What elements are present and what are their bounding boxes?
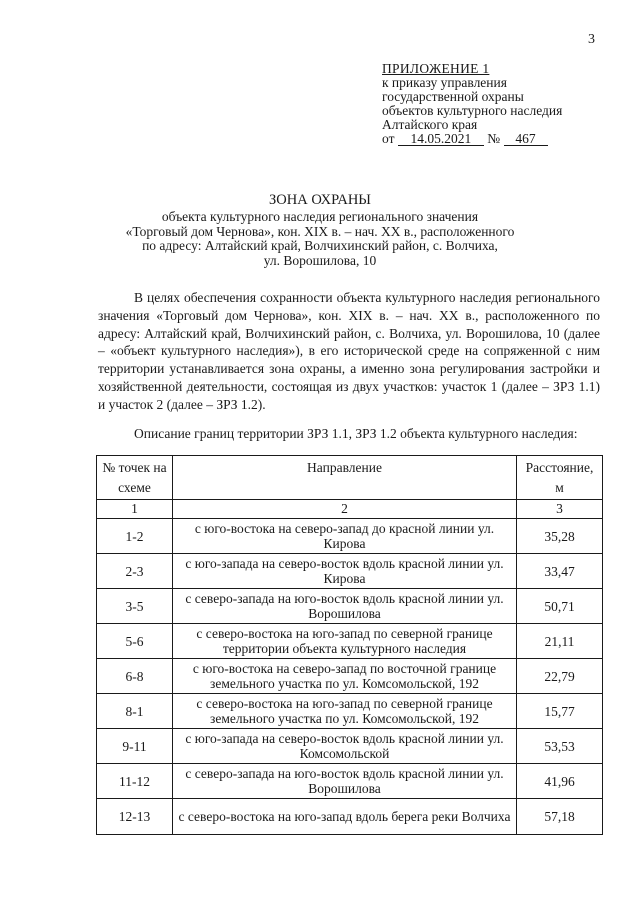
cell-distance: 35,28 (517, 519, 603, 554)
zone-subtitle (120, 210, 520, 268)
cell-direction: с северо-запада на юго-восток вдоль красной линии ул. Ворошилова (173, 589, 517, 624)
table-row (97, 624, 603, 659)
intro-paragraph (98, 289, 600, 414)
boundary-description-text: Описание границ территории ЗРЗ 1.1, ЗРЗ 1.2 объекта культурного наследия: (134, 426, 578, 441)
header-direction: Направление (173, 456, 517, 500)
table-row (97, 589, 603, 624)
cell-points: 12-13 (97, 799, 173, 835)
table-row (97, 799, 603, 835)
table-row (97, 694, 603, 729)
table-row (97, 659, 603, 694)
cell-direction: с северо-востока на юго-запад вдоль берега реки Волчиха (173, 799, 517, 835)
cell-distance: 33,47 (517, 554, 603, 589)
cell-points: 3-5 (97, 589, 173, 624)
zone-title: ЗОНА ОХРАНЫ (269, 192, 371, 208)
table-row (97, 764, 603, 799)
appendix-title: ПРИЛОЖЕНИЕ 1 (382, 61, 490, 76)
page-number: 3 (588, 32, 595, 47)
cell-points: 8-1 (97, 694, 173, 729)
cell-distance: 57,18 (517, 799, 603, 835)
column-number: 2 (173, 500, 517, 519)
boundary-table (96, 455, 603, 835)
cell-distance: 53,53 (517, 729, 603, 764)
cell-direction: с северо-запада на юго-восток вдоль красной линии ул. Ворошилова (173, 764, 517, 799)
zone-subtitle-line: ул. Ворошилова, 10 (263, 252, 377, 268)
intro-paragraph-text: В целях обеспечения сохранности объекта культурного наследия регионального значения «Торговый дом Чернова», кон. XIX в. – нач. XX в., расположенного по адресу: Алтайский край, Волчихинский район, с. Волчиха, ул. Ворошилова, 10 (далее – «объект культурного наследия»), в его исторической среде на сопряженной с ним территории устанавливается зона охраны, а именно зона регулирования застройки и хозяйственной деятельности, состоящая из двух участков: участок 1 (далее – ЗРЗ 1.1) и участок 2 (далее – ЗРЗ 1.2). (98, 290, 600, 412)
table-row (97, 729, 603, 764)
cell-distance: 21,11 (517, 624, 603, 659)
table-row (97, 554, 603, 589)
zone-subtitle-line: «Торговый дом Чернова», кон. XIX в. – нач. XX в., расположенного (125, 223, 515, 239)
cell-points: 6-8 (97, 659, 173, 694)
header-distance: Расстояние, м (517, 456, 603, 500)
boundary-description-paragraph (98, 425, 600, 443)
cell-distance: 41,96 (517, 764, 603, 799)
cell-direction: с северо-востока на юго-запад по северной границе территории объекта культурного наследия (173, 624, 517, 659)
order-date: 14.05.2021 (398, 132, 484, 146)
cell-points: 9-11 (97, 729, 173, 764)
zone-subtitle-line: объекта культурного наследия регионального значения (161, 209, 479, 224)
appendix-line: объектов культурного наследия (382, 103, 563, 118)
cell-direction: с юго-запада на северо-восток вдоль красной линии ул. Комсомольской (173, 729, 517, 764)
column-number: 3 (517, 500, 603, 519)
cell-direction: с юго-запада на северо-восток вдоль красной линии ул. Кирова (173, 554, 517, 589)
cell-points: 11-12 (97, 764, 173, 799)
cell-points: 5-6 (97, 624, 173, 659)
cell-direction: с северо-востока на юго-запад по северной границе земельного участка по ул. Комсомольской, 192 (173, 694, 517, 729)
number-label: № (487, 131, 501, 146)
cell-distance: 50,71 (517, 589, 603, 624)
from-label: от (382, 131, 395, 146)
column-number-row (97, 500, 603, 519)
cell-distance: 22,79 (517, 659, 603, 694)
column-number: 1 (97, 500, 173, 519)
appendix-line: к приказу управления (382, 75, 507, 90)
cell-distance: 15,77 (517, 694, 603, 729)
cell-points: 1-2 (97, 519, 173, 554)
cell-direction: с юго-востока на северо-запад по восточной границе земельного участка по ул. Комсомольской, 192 (173, 659, 517, 694)
table-header-row (97, 456, 603, 500)
order-date-number-line (382, 132, 612, 146)
appendix-block (382, 62, 612, 146)
header-points: № точек на схеме (97, 456, 173, 500)
cell-points: 2-3 (97, 554, 173, 589)
zone-subtitle-line: по адресу: Алтайский край, Волчихинский район, с. Волчиха, (142, 238, 498, 253)
table-row (97, 519, 603, 554)
appendix-line: государственной охраны (382, 89, 524, 104)
appendix-line: Алтайского края (382, 117, 478, 132)
cell-direction: с юго-востока на северо-запад до красной линии ул. Кирова (173, 519, 517, 554)
order-number: 467 (504, 132, 548, 146)
